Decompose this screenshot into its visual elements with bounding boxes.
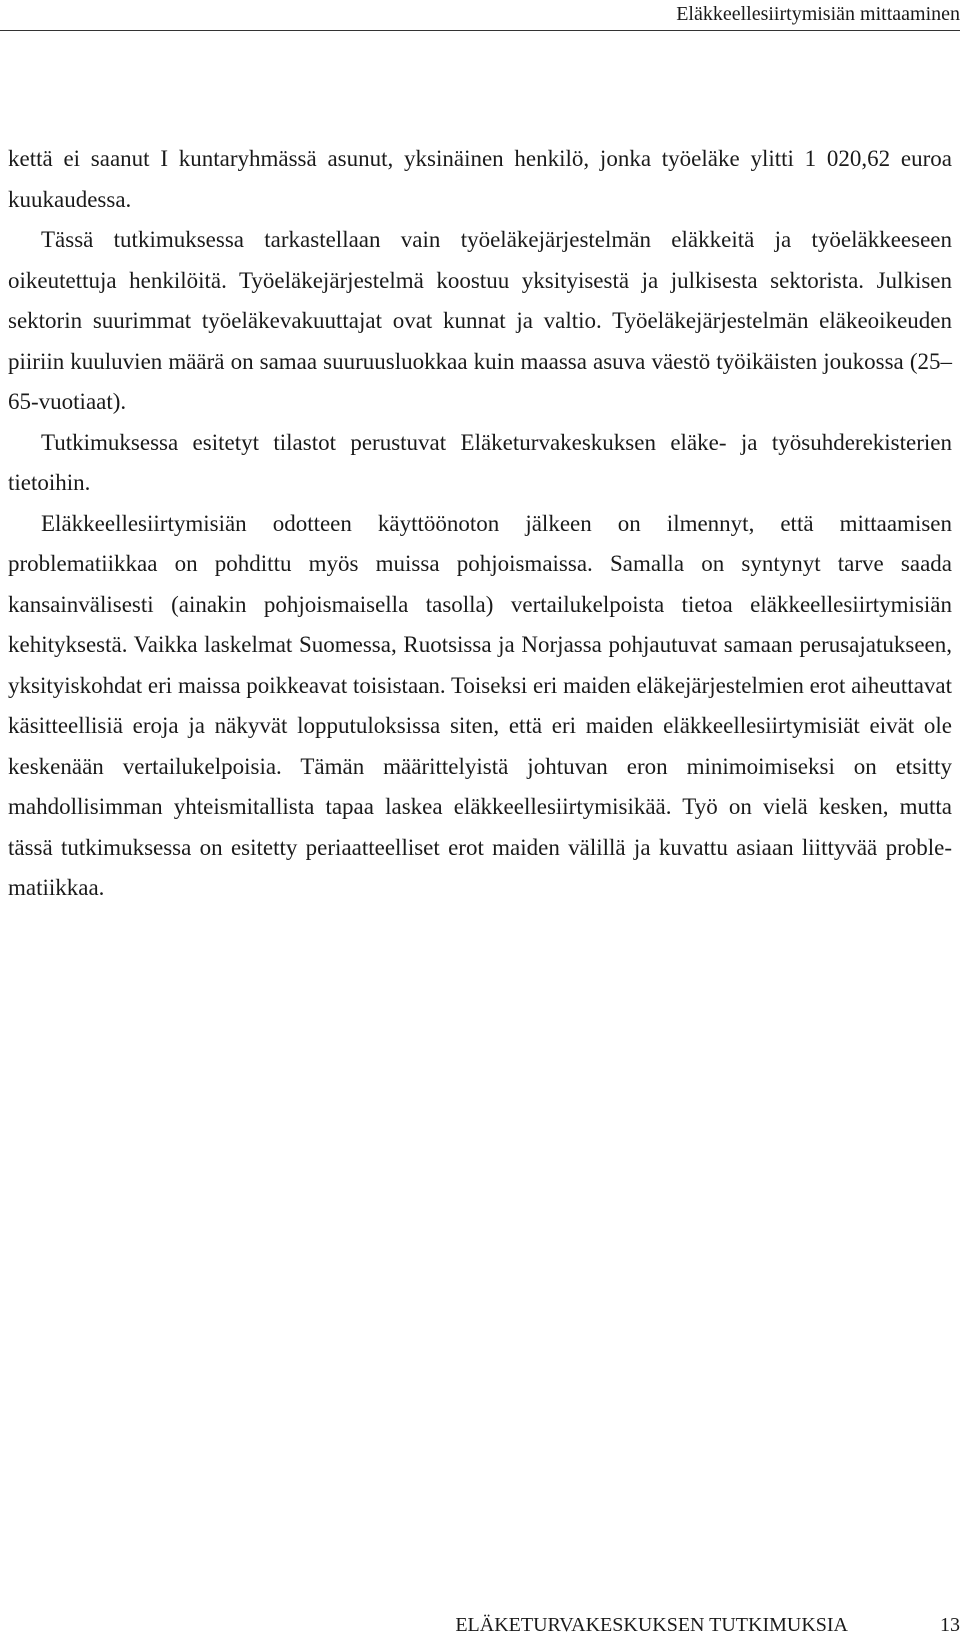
paragraph-continuation: kettä ei saanut I kuntaryhmässä asunut, yksinäinen henkilö, jonka työeläke ylitti 1 020,62 euroa kuukaudessa. <box>8 146 952 212</box>
paragraph: Tässä tutkimuksessa tarkastellaan vain työeläkejärjestelmän eläkkeitä ja työeläkkeeseen oikeutettuja henkilöitä. Työeläkejärjestelmä koostuu yksityisestä ja julkisesta sektorista. Julkisen sektorin suurimmat työeläkevakuuttajat ovat kunnat ja valtio. Työeläkejärjestelmän eläkeoikeuden piiriin kuuluvien määrä on samaa suuruusluokkaa kuin maassa asuva väestö työikäisten joukossa (25–65-vuotiaat). <box>8 227 952 414</box>
series-title: ELÄKETURVAKESKUKSEN TUTKIMUKSIA <box>455 1614 848 1636</box>
running-footer <box>0 1611 960 1639</box>
paragraph: Tutkimuksessa esitetyt tilastot perustuvat Eläketurvakeskuksen eläke- ja työsuhderekisterien tietoihin. <box>8 429 952 495</box>
paragraph: Eläkkeellesiirtymisiän odotteen käyttöönoton jälkeen on ilmennyt, että mittaamisen problematiikkaa on pohdittu myös muissa pohjoismaissa. Samalla on syntynyt tarve saada kansainvälisesti (ainakin pohjoismaisella tasolla) vertailukelpoista tietoa eläkkeellesiirtymisiän kehityksestä. Vaikka laskelmat Suomessa, Ruotsissa ja Norjassa pohjautuvat samaan perusajatukseen, yksityiskohdat eri maissa poikkeavat toisistaan. Toiseksi eri maiden eläkejärjestelmien erot aiheuttavat käsitteellisiä eroja ja näkyvät lopputuloksissa siten, että eri maiden eläkkeellesiirtymisiät eivät ole keskenään vertailukelpoisia. Tämän määrittelyistä johtuvan eron minimoimiseksi on etsitty mahdollisimman yhteismitallista tapaa laskea eläkkeellesiirtymisikää. Työ on vielä kesken, mutta tässä tutkimuksessa on esitetty periaatteelliset erot maiden välillä ja kuvattu asiaan liittyvää problematiikkaa. <box>8 510 952 900</box>
body-text <box>8 139 952 909</box>
header-divider <box>0 30 960 31</box>
page-number: 13 <box>940 1614 960 1636</box>
running-header: Eläkkeellesiirtymisiän mittaaminen <box>676 3 960 25</box>
